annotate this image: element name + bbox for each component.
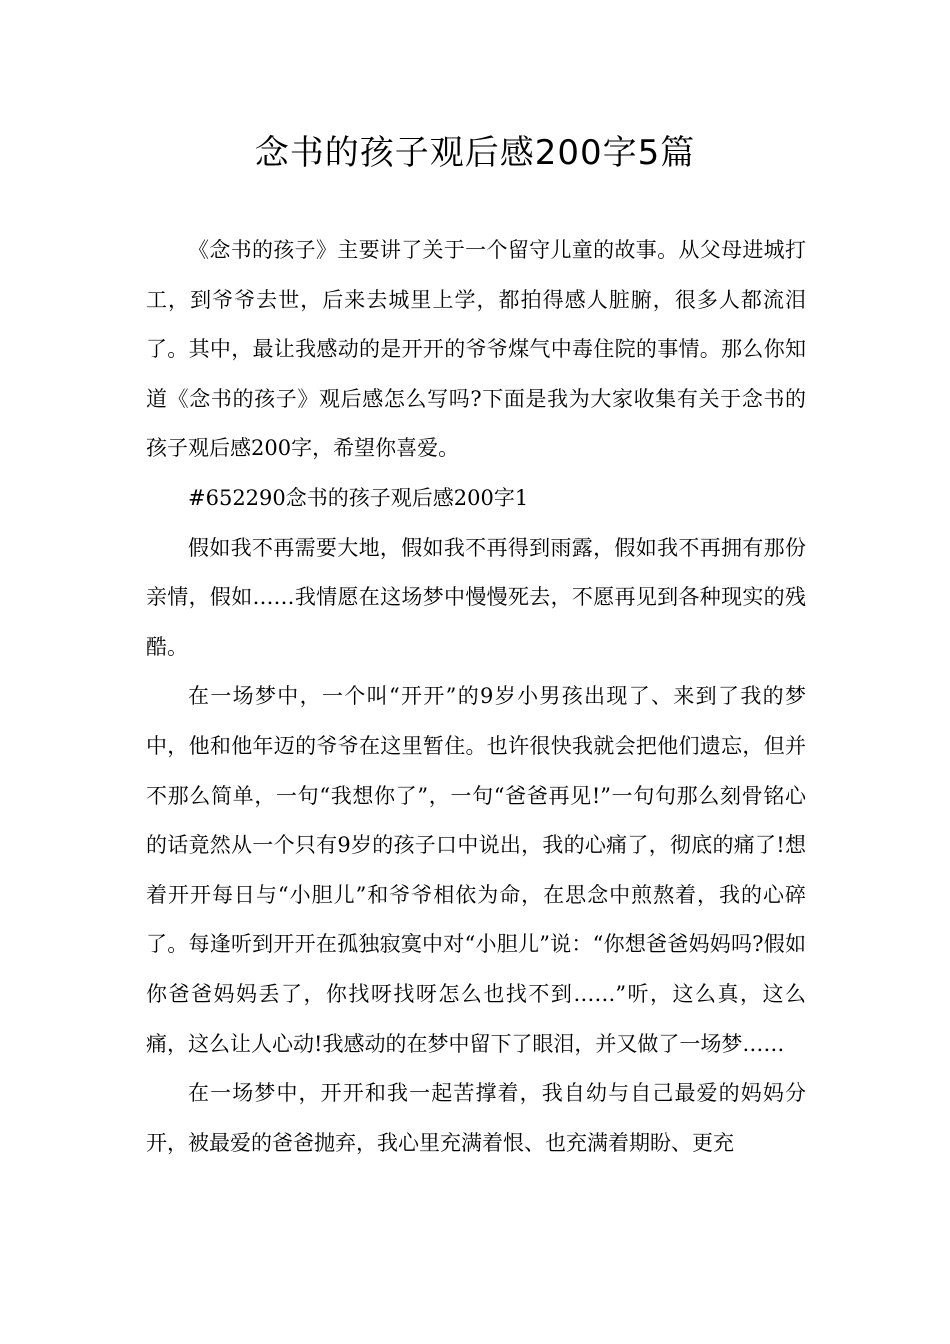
document-title: 念书的孩子观后感200字5篇	[254, 133, 696, 173]
document-body	[146, 226, 806, 1168]
paragraph-intro: 《念书的孩子》主要讲了关于一个留守儿童的故事。从父母进城打工，到爷爷去世，后来去城里上学，都拍得感人脏腑，很多人都流泪了。其中，最让我感动的是开开的爷爷煤气中毒住院的事情。那么你知道《念书的孩子》观后感怎么写吗?下面是我为大家收集有关于念书的孩子观后感200字，希望你喜爱。	[146, 238, 806, 461]
section-heading: #652290念书的孩子观后感200字1	[188, 485, 529, 510]
paragraph: 假如我不再需要大地，假如我不再得到雨露，假如我不再拥有那份亲情，假如……我情愿在这场梦中慢慢死去，不愿再见到各种现实的残酷。	[146, 535, 806, 659]
paragraph: 在一场梦中，一个叫“开开”的9岁小男孩出现了、来到了我的梦中，他和他年迈的爷爷在这里暂住。也许很快我就会把他们遗忘，但并不那么简单，一句“我想你了”，一句“爸爸再见!”一句句那么刻骨铭心的话竟然从一个只有9岁的孩子口中说出，我的心痛了，彻底的痛了!想着开开每日与“小胆儿”和爷爷相依为命，在思念中煎熬着，我的心碎了。每逢听到开开在孤独寂寞中对“小胆儿”说：“你想爸爸妈妈吗?假如你爸爸妈妈丢了，你找呀找呀怎么也找不到……”听，这么真，这么痛，这么让人心动!我感动的在梦中留下了眼泪，并又做了一场梦……	[146, 684, 806, 1056]
paragraph: 在一场梦中，开开和我一起苦撑着，我自幼与自己最爱的妈妈分开，被最爱的爸爸抛弃，我心里充满着恨、也充满着期盼、更充	[146, 1081, 806, 1155]
